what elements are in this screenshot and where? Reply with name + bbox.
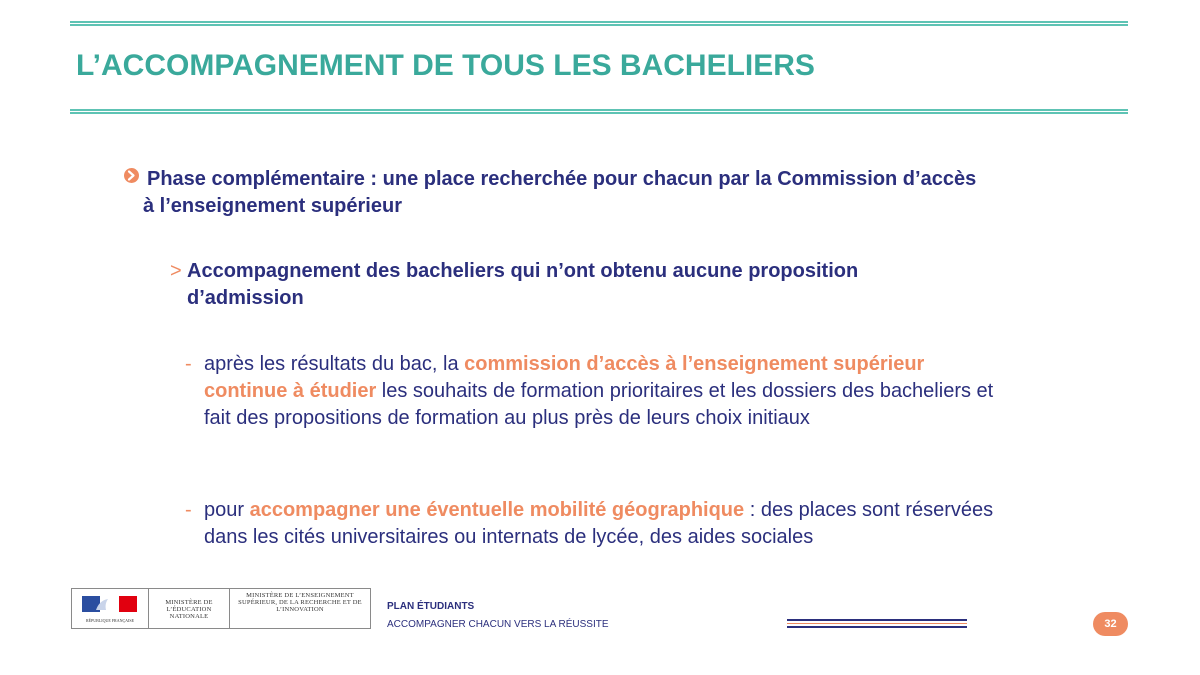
dash-item-text: pour accompagner une éventuelle mobilité géographique : des places sont réservées dans les cités universitaires ou internats de lycée, des aides sociales	[204, 499, 994, 548]
dash-item-2	[185, 497, 1005, 551]
dash-item-1	[185, 351, 1005, 432]
circle-arrow-icon	[124, 168, 139, 183]
dash-marker: -	[185, 499, 192, 521]
sub-bullet-text: Accompagnement des bacheliers qui n’ont obtenu aucune proposition d’admission	[187, 260, 859, 309]
mesri-logo	[230, 589, 370, 628]
page-number-badge: 32	[1093, 612, 1128, 636]
marianne-flag-icon	[82, 596, 137, 612]
plan-subtitle: ACCOMPAGNER CHACUN VERS LA RÉUSSITE	[387, 619, 609, 630]
main-bullet-text: Phase complémentaire : une place recherchée pour chacun par la Commission d’accès à l’enseignement supérieur	[143, 168, 977, 217]
plan-title: PLAN ÉTUDIANTS	[387, 601, 475, 612]
slide-title: L’ACCOMPAGNEMENT DE TOUS LES BACHELIERS	[76, 49, 815, 82]
rf-label: RÉPUBLIQUE FRANÇAISE	[85, 618, 135, 623]
ministry-logos	[71, 588, 371, 629]
men-label: MINISTÈRE DE L’ÉDUCATION NATIONALE	[165, 599, 213, 620]
sub-bullet-marker: >	[170, 260, 182, 282]
main-bullet	[124, 166, 984, 220]
highlight-text: accompagner une éventuelle mobilité géographique	[249, 499, 745, 521]
footer-decorative-bars	[787, 619, 967, 630]
sub-bullet	[170, 258, 950, 312]
highlight-text: commission d’accès à l’enseignement supérieur continue à étudier	[204, 353, 925, 402]
men-logo	[149, 589, 230, 628]
dash-item-text: après les résultats du bac, la commission d’accès à l’enseignement supérieur continue à étudier les souhaits de formation prioritaires et les dossiers des bacheliers et fait des propositions de formation au plus près de leurs choix initiaux	[204, 353, 994, 429]
mesri-label: MINISTÈRE DE L’ENSEIGNEMENT SUPÉRIEUR, DE LA RECHERCHE ET DE L’INNOVATION	[238, 592, 362, 613]
title-underline-rule	[70, 109, 1128, 114]
dash-marker: -	[185, 353, 192, 375]
top-rule	[70, 21, 1128, 26]
republique-francaise-logo	[72, 589, 149, 628]
